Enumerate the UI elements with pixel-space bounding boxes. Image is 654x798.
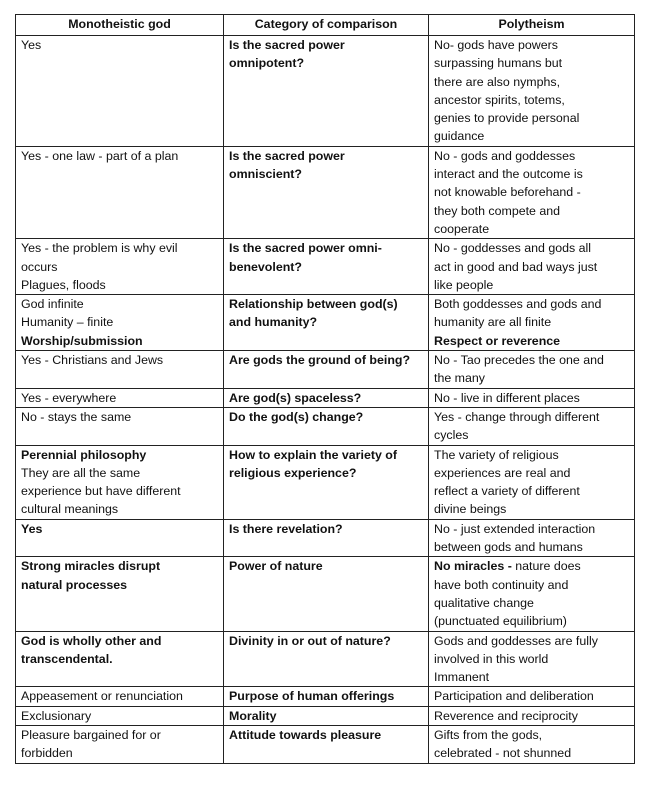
header-polytheism: Polytheism	[429, 15, 635, 36]
cell-line: humanity are all finite	[434, 315, 552, 330]
monotheism-cell	[16, 687, 224, 706]
cell-line: experiences are real and	[434, 465, 571, 480]
cell-line: the many	[434, 371, 485, 386]
category-cell	[224, 36, 429, 147]
category-cell	[224, 557, 429, 631]
cell-line: No - goddesses and gods all	[434, 241, 592, 256]
cell-line: No - just extended interaction	[434, 521, 596, 536]
monotheism-cell	[16, 407, 224, 445]
cell-line: like people	[434, 277, 494, 292]
cell-line: God is wholly other and	[21, 633, 162, 648]
cell-line: No - live in different places	[434, 390, 580, 405]
cell-line: Respect or reverence	[434, 333, 561, 348]
polytheism-cell	[429, 706, 635, 725]
cell-line: Power of nature	[229, 559, 323, 574]
category-cell	[224, 407, 429, 445]
cell-line: Yes - the problem is why evil	[21, 241, 178, 256]
monotheism-cell	[16, 146, 224, 238]
cell-line: not knowable beforehand -	[434, 185, 581, 200]
cell-line: Immanent	[434, 670, 490, 685]
cell-line: No - gods and goddesses	[434, 148, 576, 163]
monotheism-cell	[16, 36, 224, 147]
cell-line: interact and the outcome is	[434, 167, 583, 182]
cell-line: Reverence and reciprocity	[434, 708, 578, 723]
cell-line	[434, 557, 631, 575]
cell-line: Pleasure bargained for or	[21, 727, 161, 742]
cell-line: Are god(s) spaceless?	[229, 390, 362, 405]
table-row	[16, 407, 635, 445]
cell-line: God infinite	[21, 297, 84, 312]
monotheism-cell	[16, 706, 224, 725]
cell-line: Yes - Christians and Jews	[21, 353, 164, 368]
cell-line: No- gods have powers	[434, 38, 558, 52]
polytheism-cell	[429, 725, 635, 763]
monotheism-cell	[16, 519, 224, 557]
header-category-of-comparison: Category of comparison	[224, 15, 429, 36]
cell-line: qualitative change	[434, 595, 534, 610]
monotheism-cell	[16, 557, 224, 631]
cell-line: Humanity – finite	[21, 315, 114, 330]
monotheism-cell	[16, 239, 224, 295]
cell-line: Purpose of human offerings	[229, 689, 395, 704]
table-row	[16, 557, 635, 631]
polytheism-cell	[429, 557, 635, 631]
cell-line: Strong miracles disrupt	[21, 559, 161, 574]
cell-line: act in good and bad ways just	[434, 259, 598, 274]
table-row	[16, 388, 635, 407]
category-cell	[224, 519, 429, 557]
monotheism-cell	[16, 295, 224, 351]
polytheism-cell	[429, 36, 635, 147]
monotheism-cell	[16, 725, 224, 763]
table-row	[16, 445, 635, 519]
cell-line: Plagues, floods	[21, 277, 106, 292]
category-cell	[224, 239, 429, 295]
comparison-table-container	[15, 14, 634, 764]
cell-line: cycles	[434, 428, 469, 443]
plain-text: nature does	[515, 559, 581, 574]
cell-line: cooperate	[434, 221, 490, 236]
cell-line: celebrated - not shunned	[434, 746, 572, 761]
cell-line: benevolent?	[229, 259, 302, 274]
cell-line: ancestor spirits, totems,	[434, 92, 565, 107]
cell-line: Is the sacred power omni-	[229, 241, 382, 256]
table-row	[16, 631, 635, 687]
cell-line: have both continuity and	[434, 577, 569, 592]
polytheism-cell	[429, 146, 635, 238]
bold-text: No miracles -	[434, 559, 516, 574]
cell-line: Is the sacred power	[229, 38, 345, 52]
cell-line: Yes - one law - part of a plan	[21, 148, 179, 163]
category-cell	[224, 388, 429, 407]
header-monotheistic-god: Monotheistic god	[16, 15, 224, 36]
table-row	[16, 687, 635, 706]
polytheism-cell	[429, 687, 635, 706]
header-row	[16, 15, 635, 36]
cell-line: Exclusionary	[21, 708, 92, 723]
polytheism-cell	[429, 295, 635, 351]
cell-line: Yes	[21, 38, 42, 52]
cell-line: How to explain the variety of	[229, 447, 397, 462]
table-row	[16, 146, 635, 238]
cell-line: Attitude towards pleasure	[229, 727, 382, 742]
cell-line: natural processes	[21, 577, 128, 592]
category-cell	[224, 351, 429, 389]
cell-line: The variety of religious	[434, 447, 559, 462]
cell-line: there are also nymphs,	[434, 74, 561, 89]
cell-line: guidance	[434, 129, 485, 144]
cell-line: No - stays the same	[21, 409, 132, 424]
cell-line: Relationship between god(s)	[229, 297, 398, 312]
polytheism-cell	[429, 631, 635, 687]
cell-line: Yes - change through different	[434, 409, 600, 424]
cell-line: Gods and goddesses are fully	[434, 633, 598, 648]
cell-line: and humanity?	[229, 315, 318, 330]
cell-line: cultural meanings	[21, 502, 119, 517]
table-row	[16, 725, 635, 763]
category-cell	[224, 706, 429, 725]
category-cell	[224, 687, 429, 706]
cell-line: Are gods the ground of being?	[229, 353, 411, 368]
table-row	[16, 519, 635, 557]
cell-line: they both compete and	[434, 203, 561, 218]
cell-line: Divinity in or out of nature?	[229, 633, 391, 648]
monotheism-cell	[16, 351, 224, 389]
table-body	[16, 36, 635, 764]
category-cell	[224, 146, 429, 238]
cell-line: No - Tao precedes the one and	[434, 353, 604, 368]
cell-line: Both goddesses and gods and	[434, 297, 602, 312]
cell-line: forbidden	[21, 746, 73, 761]
cell-line: Yes	[21, 521, 43, 536]
cell-line: Is there revelation?	[229, 521, 343, 536]
table-row	[16, 295, 635, 351]
monotheism-cell	[16, 388, 224, 407]
cell-line: transcendental.	[21, 651, 113, 666]
cell-line: Participation and deliberation	[434, 689, 594, 704]
cell-line: Perennial philosophy	[21, 447, 147, 462]
category-cell	[224, 445, 429, 519]
category-cell	[224, 631, 429, 687]
cell-line: between gods and humans	[434, 540, 583, 555]
monotheism-cell	[16, 631, 224, 687]
cell-line: Do the god(s) change?	[229, 409, 364, 424]
cell-line: Morality	[229, 708, 277, 723]
monotheism-cell	[16, 445, 224, 519]
cell-line: involved in this world	[434, 651, 549, 666]
cell-line: Yes - everywhere	[21, 390, 117, 405]
cell-line: religious experience?	[229, 465, 357, 480]
table-row	[16, 239, 635, 295]
polytheism-cell	[429, 239, 635, 295]
category-cell	[224, 725, 429, 763]
cell-line: Is the sacred power	[229, 148, 345, 163]
cell-line: Gifts from the gods,	[434, 727, 543, 742]
polytheism-cell	[429, 351, 635, 389]
category-cell	[224, 295, 429, 351]
cell-line: divine beings	[434, 502, 507, 517]
cell-line: Appeasement or renunciation	[21, 689, 183, 704]
cell-line: surpassing humans but	[434, 56, 563, 71]
cell-line: experience but have different	[21, 484, 181, 499]
polytheism-cell	[429, 407, 635, 445]
table-row	[16, 351, 635, 389]
cell-line: omnipotent?	[229, 56, 305, 71]
polytheism-cell	[429, 519, 635, 557]
cell-line: genies to provide personal	[434, 111, 580, 126]
cell-line: Worship/submission	[21, 333, 143, 348]
cell-line: omniscient?	[229, 167, 302, 182]
cell-line: reflect a variety of different	[434, 484, 580, 499]
cell-line: They are all the same	[21, 465, 141, 480]
table-row	[16, 706, 635, 725]
cell-line: occurs	[21, 259, 58, 274]
polytheism-cell	[429, 445, 635, 519]
comparison-table	[15, 14, 635, 764]
polytheism-cell	[429, 388, 635, 407]
table-row	[16, 36, 635, 147]
cell-line: (punctuated equilibrium)	[434, 614, 567, 629]
